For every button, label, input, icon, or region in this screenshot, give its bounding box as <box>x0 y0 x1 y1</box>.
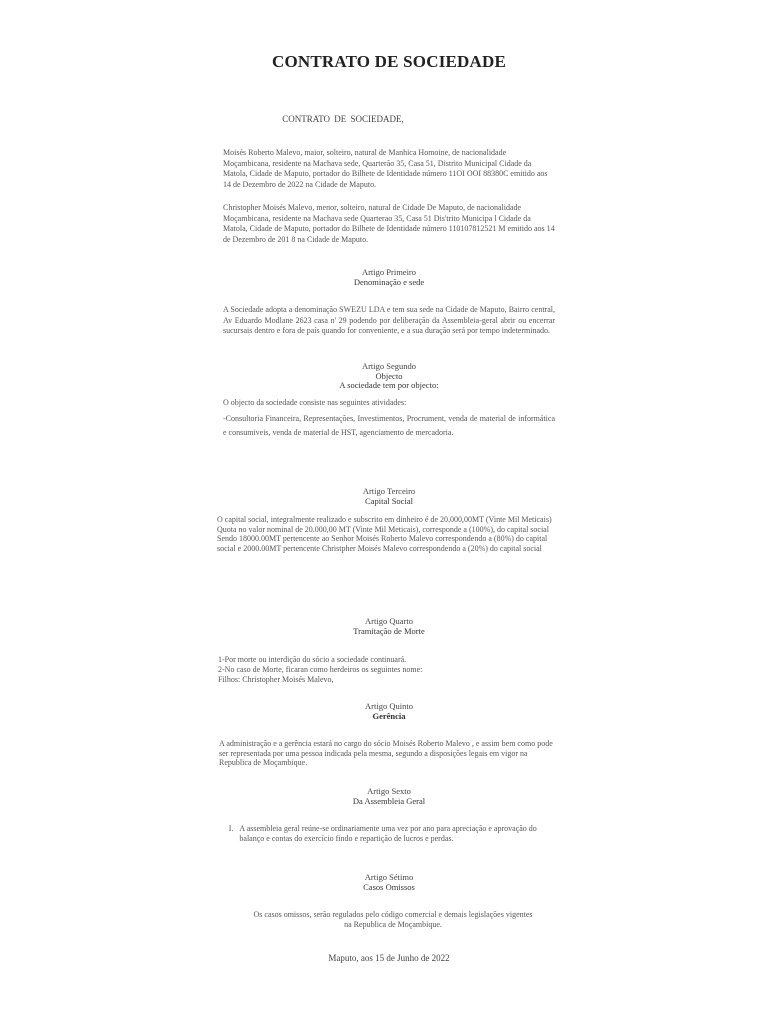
article-7-number: Artigo Sétimo <box>364 872 414 882</box>
article-3-line-2: Quota no valor nominal de 20.000,00 MT (Vinte Mil Meticais), corresponde a (100%), do capital social <box>217 524 549 534</box>
article-6-heading <box>0 787 768 806</box>
article-4-number: Artigo Quarto <box>365 616 413 626</box>
article-6-number: Artigo Sexto <box>367 786 411 796</box>
article-7-body <box>218 910 568 929</box>
article-4-title: Tramitação de Morte <box>353 625 425 636</box>
article-1-text: A Sociedade adopta a denominação SWEZU LDA e tem sua sede na Cidade de Maputo, Bairro central, Av Eduardo Modlane 2623 casa n' 29 podendo por deliberação da Assembleia-geral abrir ou encerrar sucursais dentro e fora de país quando for conveniente, e a sua duração será por tempo indeterminado. <box>223 305 555 335</box>
article-5-number: Artigo Quinto <box>365 701 413 711</box>
article-7-line-1: Os casos omissos, serão regulados pelo código comercial e demais legislações vigentes <box>253 910 533 919</box>
article-4-heading <box>0 617 768 636</box>
article-1-title: Denominação e sede <box>353 276 425 287</box>
article-2-title: Objecto <box>375 370 403 381</box>
article-2-text-2: -Consultoria Financeira, Representações, Investimentos, Procrument, venda de material de informática e consumiveis, venda de material de HST, agenciamento de mercadoria. <box>223 414 555 437</box>
article-4-line-2: 2-No caso de Morte, ficaran como herdeiros os seguintes nome: <box>218 665 423 674</box>
article-2-text-1: O objecto da sociedade consiste nas seguintes atividades: <box>223 398 407 407</box>
article-4-body <box>218 655 553 685</box>
article-2-heading <box>0 362 768 391</box>
document-subtitle: CONTRATO DE SOCIEDADE, <box>282 114 404 124</box>
article-7-title: Casos Omissos <box>363 881 415 892</box>
article-7-heading <box>0 873 768 892</box>
article-1-number: Artigo Primeiro <box>361 267 417 277</box>
article-3-number: Artigo Terceiro <box>362 486 416 496</box>
document-title: CONTRATO DE SOCIEDADE <box>271 52 507 71</box>
article-6-list-item <box>226 824 556 843</box>
article-1-heading <box>0 268 768 287</box>
article-3-body <box>217 515 552 553</box>
article-3-heading <box>0 487 768 506</box>
party-1-paragraph: Moisés Roberto Malevo, maior, solteiro, natural de Manhica Homoine, de nacionalidade Moçambicana, residente na Machava sede, Quarterão 35, Casa 51, Distrito Municipal Cidade da Matola, Cidade de Maputo, portador do Bilhete de Identidade número 11OI OOI 88380C emitido aos 14 de Dezembro de 2022 na Cidade de Maputo. <box>223 148 548 189</box>
article-3-title: Capital Social <box>365 495 413 506</box>
article-5-title: Gerência <box>372 710 406 721</box>
article-4-line-3: Filhos: Christopher Moisés Malevo, <box>218 675 334 684</box>
article-3-line-1: O capital social, integralmente realizado e subscrito em dinheiro é de 20.000,00MT (Vinte Mil Meticais) <box>217 515 552 524</box>
article-5-text: A administração e a gerência estará no cargo do sócio Moisés Roberto Malevo , e assim bem como pode ser representada por uma pessoa indicada pela mesma, segundo a disposições legais em vigor na Republica de Moçambique. <box>219 739 553 767</box>
article-2-number: Artigo Segundo <box>361 361 417 371</box>
article-7-line-2: na Republica de Moçambique. <box>344 919 442 929</box>
article-5-heading <box>0 702 768 721</box>
article-6-item-number: I. <box>228 824 234 833</box>
article-6-title: Da Assembleia Geral <box>352 795 426 806</box>
closing-date-line: Maputo, aos 15 de Junho de 2022 <box>328 953 450 963</box>
article-3-line-3: Sendo 18000.00MT pertencente ao Senhor Moisés Roberto Malevo correspondendo a (80%) do capital social e 2000.00MT pertencente Christpher Moisés Malevo correspondendo a (20%) do capital social <box>217 534 548 553</box>
article-2-intro: A sociedade tem por objecto: <box>339 380 439 390</box>
article-6-item-text: A assembleia geral reúne-se ordinariamente uma vez por ano para apreciação e aprovação do balanço e contas do exercício findo e repartição de lucros e perdas. <box>239 824 537 843</box>
party-2-paragraph: Christopher Moisés Malevo, menor, solteiro, natural de Cidade De Maputo, de nacionalidade Moçambicana, residente na Machava sede Quarterao 35, Casa 51 Dis'trito Municipa l Cidade da Matola, Cidade de Maputo, portador do Bilhete de Identidade número 110107812521 M emitido aos 14 de Dezembro de 201 8 na Cidade de Maputo. <box>223 203 555 244</box>
article-4-line-1: 1-Por morte ou interdição do sócio a sociedade continuará. <box>218 655 407 664</box>
